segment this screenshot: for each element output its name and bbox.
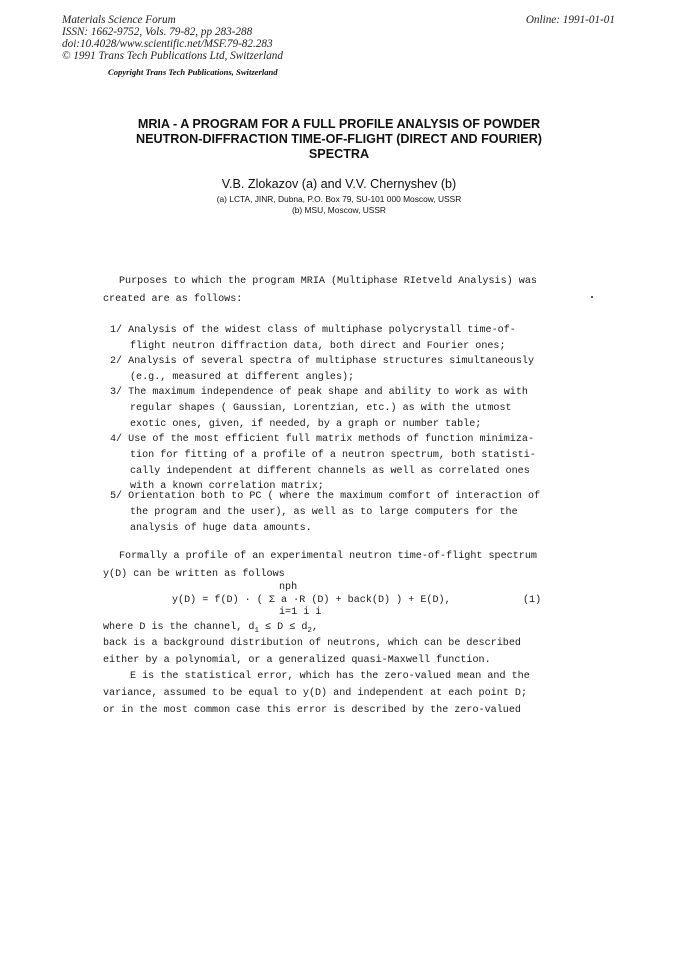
list-item-4-line-1: 4/ Use of the most efficient full matrix methods of function minimiza- (110, 434, 535, 445)
where-inequality: ≤ D ≤ d (258, 622, 308, 633)
list-item-1-line-2: flight neutron diffraction data, both direct and Fourier ones; (130, 341, 506, 352)
list-item-5-line-3: analysis of huge data amounts. (130, 523, 312, 534)
list-item-5-line-2: the program and the user), as well as to large computers for the (130, 507, 518, 518)
equation-main: y(D) = f(D) · ( Σ a ·R (D) + back(D) ) + E(D), (172, 595, 451, 606)
subscript-2: 2 (307, 627, 312, 635)
back-line-1: back is a background distribution of neutrons, which can be described (103, 638, 521, 649)
affiliation-b: (b) MSU, Moscow, USSR (291, 205, 386, 215)
equation-number: (1) (523, 595, 542, 606)
list-item-3-line-2: regular shapes ( Gaussian, Lorentzian, etc.) as with the utmost (130, 403, 512, 414)
formally-line-2: y(D) can be written as follows (103, 569, 285, 580)
where-line (103, 622, 318, 635)
paper-title-line-3: SPECTRA (308, 147, 370, 161)
copyright-line: © 1991 Trans Tech Publications Ltd, Switzerland (62, 50, 283, 62)
list-item-4-line-3: cally independent at different channels as well as correlated ones (130, 466, 530, 477)
subscript-1: 1 (254, 627, 259, 635)
list-item-1-line-1: 1/ Analysis of the widest class of multiphase polycrystall time-of- (110, 325, 516, 336)
paper-title-line-1: MRIA - A PROGRAM FOR A FULL PROFILE ANALYSIS OF POWDER (137, 117, 541, 131)
list-item-2-line-1: 2/ Analysis of several spectra of multiphase structures simultaneously (110, 356, 535, 367)
journal-name: Materials Science Forum (62, 14, 176, 26)
intro-line-1: Purposes to which the program MRIA (Multiphase RIetveld Analysis) was (119, 276, 537, 287)
list-item-5-line-1: 5/ Orientation both to PC ( where the maximum comfort of interaction of (110, 491, 541, 502)
issn-line: ISSN: 1662-9752, Vols. 79-82, pp 283-288 (62, 26, 253, 38)
authors: V.B. Zlokazov (a) and V.V. Chernyshev (b) (221, 177, 457, 191)
formally-line-1: Formally a profile of an experimental neutron time-of-flight spectrum (119, 551, 537, 562)
where-comma: , (311, 622, 318, 633)
list-item-4-line-2: tion for fitting of a profile of a neutron spectrum, both statisti- (130, 450, 536, 461)
where-text: where D is the channel, d (103, 622, 255, 633)
error-line-1: E is the statistical error, which has the zero-valued mean and the (130, 671, 530, 682)
online-date: Online: 1991-01-01 (525, 14, 615, 26)
doi-line: doi:10.4028/www.scientific.net/MSF.79-82.283 (62, 38, 273, 50)
list-item-3-line-1: 3/ The maximum independence of peak shape and ability to work as with (110, 387, 528, 398)
stray-dot (591, 296, 593, 298)
back-line-2: either by a polynomial, or a generalized quasi-Maxwell function. (103, 655, 491, 666)
list-item-4-line-4: with a known correlation matrix; (130, 481, 324, 492)
affiliation-a: (a) LCTA, JINR, Dubna, P.O. Box 79, SU-101 000 Moscow, USSR (216, 194, 462, 204)
paper-title-line-2: NEUTRON-DIFFRACTION TIME-OF-FLIGHT (DIRECT AND FOURIER) (136, 132, 542, 146)
equation-sum-upper: nph (279, 582, 298, 593)
error-line-3: or in the most common case this error is described by the zero-valued (103, 705, 521, 716)
equation-sum-lower: i=1 i i (279, 607, 322, 618)
error-line-2: variance, assumed to be equal to y(D) and independent at each point D; (103, 688, 528, 699)
list-item-3-line-3: exotic ones, given, if needed, by a graph or number table; (130, 419, 482, 430)
copyright-notice: Copyright Trans Tech Publications, Switzerland (108, 67, 278, 77)
list-item-2-line-2: (e.g., measured at different angles); (130, 372, 355, 383)
intro-line-2: created are as follows: (103, 294, 243, 305)
